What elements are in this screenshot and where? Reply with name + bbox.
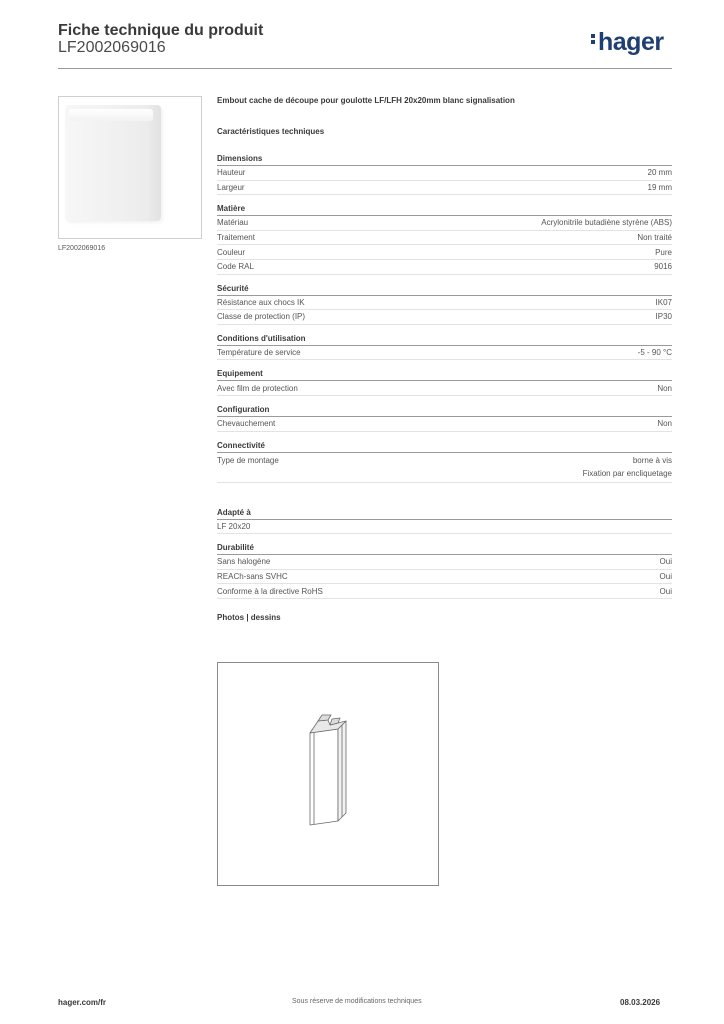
spec-label: Largeur: [217, 182, 245, 192]
group-title: Configuration: [217, 404, 672, 417]
footer-date: 08.03.2026: [620, 998, 661, 1007]
spec-group: [217, 440, 672, 483]
spec-group: [217, 153, 672, 195]
brand-name: hager: [598, 28, 664, 56]
spec-row: [217, 231, 672, 246]
product-reference: LF2002069016: [58, 39, 166, 56]
spec-group: [217, 542, 672, 599]
spec-label: Type de montage: [217, 455, 279, 465]
spec-value: -5 - 90 °C: [637, 348, 672, 358]
spec-label: Chevauchement: [217, 419, 276, 429]
spec-label: REACh-sans SVHC: [217, 572, 288, 582]
group-title: Sécurité: [217, 283, 672, 296]
specifications: [217, 96, 672, 622]
logo-dots-icon: [591, 32, 596, 46]
spec-value: 19 mm: [647, 182, 672, 192]
spec-value: 9016: [654, 262, 672, 272]
spec-row: [217, 346, 672, 361]
spacer: [217, 491, 672, 507]
spec-value: 20 mm: [647, 168, 672, 178]
spec-row: [217, 584, 672, 599]
header-divider: [58, 68, 672, 69]
section-title: Caractéristiques techniques: [217, 127, 325, 136]
spec-value: Non: [657, 383, 672, 393]
spec-groups-secondary: [217, 507, 672, 599]
spec-label: Température de service: [217, 348, 301, 358]
spec-value: Oui: [659, 586, 672, 596]
spec-row: [217, 260, 672, 275]
spec-groups: [217, 153, 672, 483]
spec-label: Classe de protection (IP): [217, 312, 306, 322]
spec-label: Traitement: [217, 233, 255, 243]
group-title: Conditions d'utilisation: [217, 333, 672, 346]
technical-drawing: [217, 662, 439, 886]
spec-value: Non: [657, 419, 672, 429]
group-title: Connectivité: [217, 440, 672, 453]
spec-row: [217, 166, 672, 181]
product-thumbnail: [58, 96, 202, 239]
spec-group: [217, 283, 672, 325]
spec-label: Code RAL: [217, 262, 254, 272]
group-title: Dimensions: [217, 153, 672, 166]
spec-value: IK07: [655, 297, 672, 307]
spec-label: Couleur: [217, 247, 246, 257]
group-title: Durabilité: [217, 542, 672, 555]
spec-row: [217, 417, 672, 432]
thumbnail-caption: LF2002069016: [58, 245, 106, 252]
spec-row: [217, 555, 672, 570]
group-title: Matière: [217, 203, 672, 216]
spec-row: [217, 310, 672, 325]
spec-value: [583, 454, 672, 480]
product-image: [65, 105, 161, 221]
spec-label: LF 20x20: [217, 521, 251, 531]
footer-website[interactable]: hager.com/fr: [58, 998, 107, 1007]
footer-notice: Sous réserve de modifications techniques: [292, 998, 422, 1005]
spec-value: IP30: [655, 312, 672, 322]
spec-row: [217, 181, 672, 196]
spec-row: [217, 520, 672, 535]
page-title: Fiche technique du produit: [58, 22, 264, 39]
spec-label: Conforme à la directive RoHS: [217, 586, 323, 596]
spec-value: Oui: [659, 572, 672, 582]
spec-value: Acrylonitrile butadiène styrène (ABS): [541, 218, 672, 228]
spec-row: [217, 570, 672, 585]
spec-label: Matériau: [217, 218, 249, 228]
spec-row: [217, 245, 672, 260]
spec-group: [217, 404, 672, 432]
spec-row: [217, 216, 672, 231]
spec-value-line: borne à vis: [632, 455, 672, 465]
product-description: Embout cache de découpe pour goulotte LF/LFH 20x20mm blanc signalisation: [217, 96, 515, 105]
spec-value: Oui: [659, 557, 672, 567]
spec-label: Hauteur: [217, 168, 246, 178]
spec-group: [217, 203, 672, 274]
spec-value: Non traité: [637, 233, 672, 243]
spec-label: Résistance aux chocs IK: [217, 297, 305, 307]
spec-row: [217, 381, 672, 396]
spec-group: [217, 507, 672, 535]
spec-group: [217, 333, 672, 361]
spec-group: [217, 368, 672, 396]
spec-label: Avec film de protection: [217, 383, 298, 393]
photos-title: Photos | dessins: [217, 612, 281, 622]
spec-value-line: Fixation par encliquetage: [582, 468, 672, 478]
spec-value: Pure: [655, 247, 672, 257]
spec-row: [217, 453, 672, 483]
group-title: Equipement: [217, 368, 672, 381]
brand-logo: [591, 28, 664, 57]
group-title: Adapté à: [217, 507, 672, 520]
end-cap-drawing-icon: [218, 663, 440, 887]
spec-label: Sans halogène: [217, 557, 271, 567]
spec-row: [217, 296, 672, 311]
